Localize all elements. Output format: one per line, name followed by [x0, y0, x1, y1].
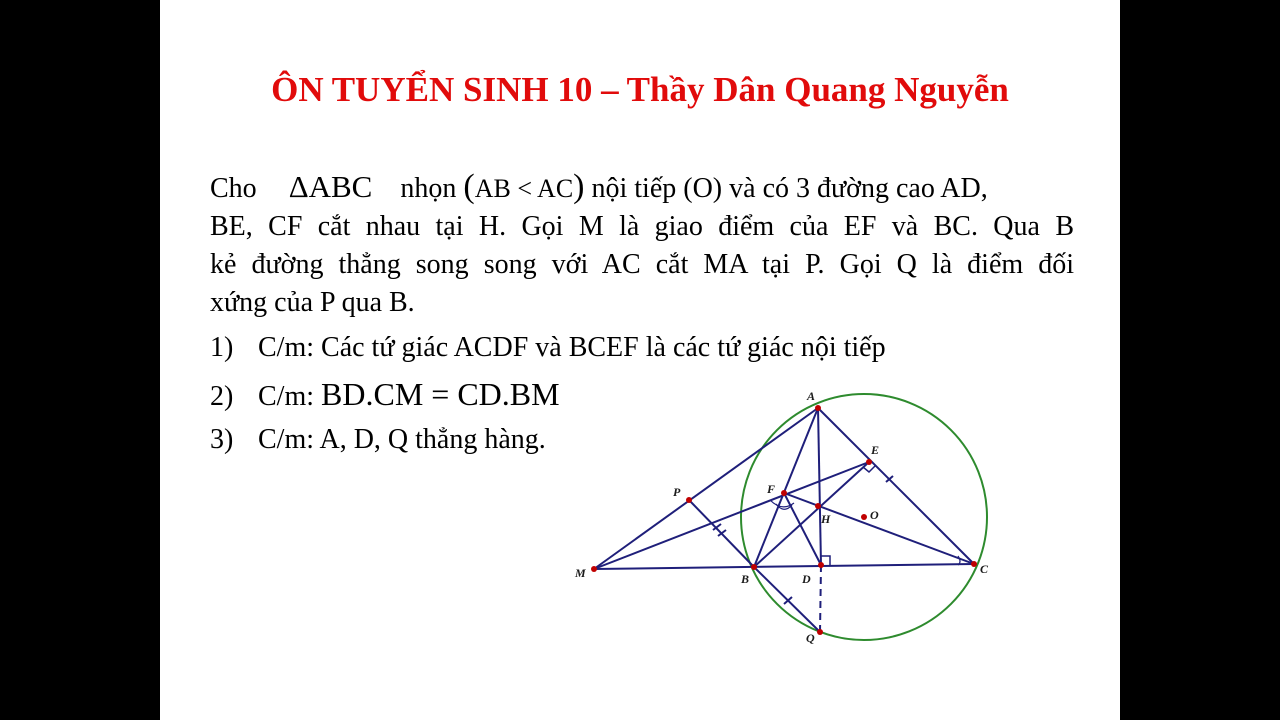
label-o: O — [870, 508, 879, 522]
question-number: 2) — [210, 381, 234, 412]
point-p — [686, 497, 692, 503]
problem-line-4: xứng của P qua B. — [210, 287, 415, 318]
problem-line-3: kẻ đường thẳng song song với AC cắt MA tại P. Gọi Q là điểm đối — [210, 249, 1074, 280]
bd-cm-equation: BD.CM = CD.BM — [321, 376, 560, 412]
page-title: ÔN TUYỂN SINH 10 – Thầy Dân Quang Nguyễn — [271, 70, 1009, 109]
point-c — [971, 561, 977, 567]
problem-text: nội tiếp (O) và có 3 đường cao AD, — [591, 173, 988, 204]
label-d: D — [802, 572, 811, 586]
point-e — [866, 459, 872, 465]
point-a — [815, 405, 821, 411]
geometry-figure — [160, 0, 1120, 720]
label-b: B — [741, 572, 750, 586]
line-dq-dashed — [820, 565, 821, 632]
question-text: C/m: A, D, Q thẳng hàng. — [258, 424, 546, 455]
question-number: 3) — [210, 424, 234, 455]
line-ma — [594, 408, 818, 569]
triangle-abc-math: ΔABC — [288, 169, 373, 204]
point-m — [591, 566, 597, 572]
label-e: E — [871, 443, 880, 457]
point-f — [781, 490, 787, 496]
question-number: 1) — [210, 332, 234, 363]
question-text: C/m: Các tứ giác ACDF và BCEF là các tứ giác nội tiếp — [258, 332, 886, 363]
paren-open: ( — [463, 168, 475, 205]
problem-text: nhọn — [400, 173, 457, 204]
label-m: M — [575, 566, 586, 580]
altitude-cf — [784, 493, 974, 564]
label-p: P — [673, 485, 681, 499]
ab-less-ac-math: AB < AC — [474, 174, 574, 203]
line-mc — [594, 564, 974, 569]
label-h: H — [821, 512, 831, 526]
label-f: F — [767, 482, 776, 496]
point-o — [861, 514, 867, 520]
point-d — [818, 562, 824, 568]
problem-line-2: BE, CF cắt nhau tại H. Gọi M là giao điểm của EF và BC. Qua B — [210, 211, 1074, 242]
figure-points — [591, 405, 977, 635]
label-a: A — [807, 389, 816, 403]
question-text: C/m: — [258, 381, 322, 412]
altitude-be — [754, 462, 869, 567]
label-q: Q — [806, 631, 815, 645]
altitude-ad — [818, 408, 821, 565]
point-h — [815, 503, 821, 509]
slide — [160, 0, 1120, 720]
point-b — [751, 564, 757, 570]
point-q — [817, 629, 823, 635]
figure-lines — [594, 408, 974, 632]
problem-text: Cho — [210, 173, 257, 204]
paren-close: ) — [573, 168, 585, 205]
label-c: C — [980, 562, 989, 576]
